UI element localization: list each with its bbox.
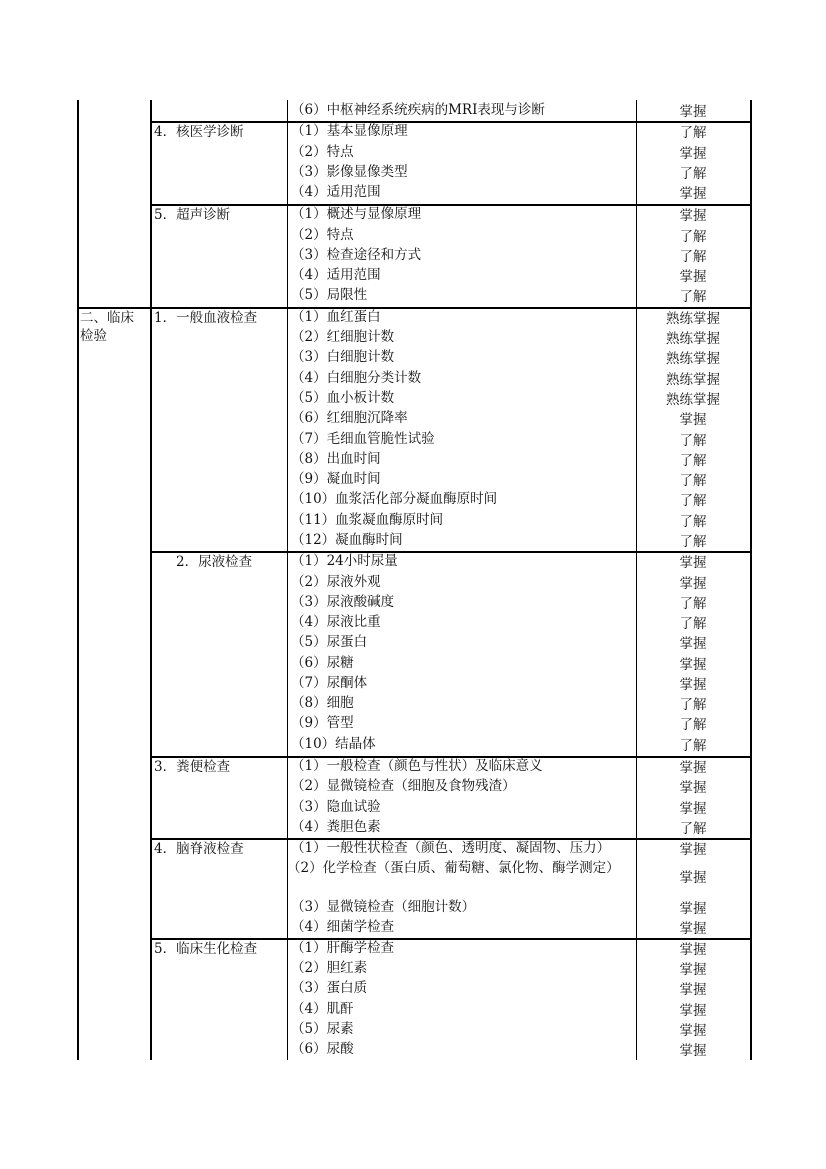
requirement-level: 掌握	[679, 576, 707, 592]
requirement-level: 了解	[679, 493, 707, 509]
requirement-level: 了解	[679, 616, 707, 632]
unit-label: 5．临床生化检查	[154, 941, 258, 957]
item-text: （5）局限性	[291, 287, 368, 303]
requirement-level: 掌握	[679, 942, 707, 958]
requirement-level: 熟练掌握	[666, 372, 720, 388]
requirement-level: 了解	[679, 125, 707, 141]
item-text: （5）尿素	[291, 1021, 354, 1037]
requirement-level: 了解	[679, 229, 707, 245]
item-text: （4）适用范围	[291, 184, 381, 200]
item-text: （5）血小板计数	[291, 390, 395, 406]
item-text: （4）尿液比重	[291, 614, 381, 630]
requirement-level: 了解	[679, 166, 707, 182]
item-text: （6）红细胞沉降率	[291, 410, 408, 426]
requirement-level: 掌握	[679, 269, 707, 285]
requirement-level: 了解	[679, 473, 707, 489]
item-text: （2）红细胞计数	[291, 329, 395, 345]
item-text: （1）一般检查（颜色与性状）及临床意义	[291, 758, 543, 774]
requirement-level: 掌握	[679, 1003, 707, 1019]
requirement-level: 掌握	[679, 186, 707, 202]
item-text: （6）尿酸	[291, 1041, 354, 1057]
requirement-level: 了解	[679, 289, 707, 305]
item-text: （3）检查途径和方式	[291, 247, 422, 263]
item-text: （6）尿糖	[291, 655, 354, 671]
requirement-level: 了解	[679, 821, 707, 837]
item-text: （9）管型	[291, 715, 354, 731]
column-border-left	[77, 100, 79, 1060]
requirement-level: 熟练掌握	[666, 351, 720, 367]
item-text: （11）血浆凝血酶原时间	[291, 512, 444, 528]
requirement-level: 掌握	[679, 901, 707, 917]
requirement-level: 了解	[679, 697, 707, 713]
requirement-level: 了解	[679, 738, 707, 754]
requirement-level: 掌握	[679, 842, 707, 858]
requirement-level: 掌握	[679, 677, 707, 693]
requirement-level: 了解	[679, 453, 707, 469]
item-text: （4）白细胞分类计数	[291, 370, 422, 386]
item-text: （10）结晶体	[291, 736, 376, 752]
requirement-level: 掌握	[679, 780, 707, 796]
item-text: （2）化学检查（蛋白质、葡萄糖、氯化物、酶学测定）	[287, 860, 620, 876]
requirement-level: 了解	[679, 717, 707, 733]
category-label: 二、临床	[80, 310, 134, 326]
unit-label: 1．一般血液检查	[154, 310, 258, 326]
unit-label: 3．粪便检查	[154, 759, 231, 775]
item-text: （8）出血时间	[291, 451, 381, 467]
item-text: （1）概述与显像原理	[291, 206, 422, 222]
requirement-level: 熟练掌握	[666, 392, 720, 408]
item-text: （3）尿液酸碱度	[291, 594, 395, 610]
item-text: （2）胆红素	[291, 960, 368, 976]
item-text: （3）白细胞计数	[291, 349, 395, 365]
unit-label: 5．超声诊断	[154, 207, 231, 223]
requirement-level: 掌握	[679, 636, 707, 652]
requirement-level: 掌握	[679, 982, 707, 998]
item-text: （2）特点	[291, 227, 354, 243]
requirement-level: 了解	[679, 249, 707, 265]
requirement-level: 掌握	[679, 657, 707, 673]
category-label: 检验	[80, 328, 107, 344]
unit-label: 4．核医学诊断	[154, 124, 244, 140]
item-text: （3）隐血试验	[291, 799, 381, 815]
column-border-category	[150, 100, 152, 1060]
requirement-level: 掌握	[679, 555, 707, 571]
item-text: （7）尿酮体	[291, 675, 368, 691]
item-text: （1）血红蛋白	[291, 309, 381, 325]
item-text: （10）血浆活化部分凝血酶原时间	[291, 491, 498, 507]
item-text: （7）毛细血管脆性试验	[291, 431, 435, 447]
requirement-level: 掌握	[679, 1043, 707, 1059]
requirement-level: 了解	[679, 596, 707, 612]
item-text: （1）基本显像原理	[291, 123, 408, 139]
item-text: （2）显微镜检查（细胞及食物残渣）	[291, 778, 516, 794]
item-text: （4）适用范围	[291, 267, 381, 283]
item-text: （5）尿蛋白	[291, 634, 368, 650]
requirement-level: 了解	[679, 433, 707, 449]
item-text: （8）细胞	[291, 695, 354, 711]
unit-separator	[150, 204, 751, 206]
column-border-item	[636, 100, 637, 1060]
unit-label: 2．尿液检查	[176, 554, 253, 570]
requirement-level: 掌握	[679, 1023, 707, 1039]
column-border-unit	[287, 100, 288, 1060]
item-text: （1）一般性状检查（颜色、透明度、凝固物、压力）	[291, 840, 611, 856]
column-border-right	[750, 100, 752, 1060]
requirement-level: 熟练掌握	[666, 331, 720, 347]
item-text: （3）影像显像类型	[291, 164, 408, 180]
item-text: （4）细菌学检查	[291, 919, 395, 935]
requirement-level: 掌握	[679, 208, 707, 224]
requirement-level: 掌握	[679, 962, 707, 978]
item-text: （1）肝酶学检查	[291, 940, 395, 956]
unit-label: 4．脑脊液检查	[154, 841, 244, 857]
item-text: （12）凝血酶时间	[291, 532, 403, 548]
item-text: （9）凝血时间	[291, 471, 381, 487]
item-text: （3）蛋白质	[291, 980, 368, 996]
item-text: （1）24小时尿量	[291, 553, 398, 569]
requirement-level: 掌握	[679, 104, 707, 120]
requirement-level: 掌握	[679, 870, 707, 886]
requirement-level: 了解	[679, 514, 707, 530]
requirement-level: 掌握	[679, 801, 707, 817]
item-text: （2）特点	[291, 144, 354, 160]
requirement-level: 掌握	[679, 760, 707, 776]
requirement-level: 熟练掌握	[666, 311, 720, 327]
requirement-level: 掌握	[679, 412, 707, 428]
requirement-level: 了解	[679, 534, 707, 550]
item-text: （6）中枢神经系统疾病的MRI表现与诊断	[291, 102, 545, 118]
item-text: （3）显微镜检查（细胞计数）	[291, 899, 476, 915]
item-text: （2）尿液外观	[291, 574, 381, 590]
requirement-level: 掌握	[679, 146, 707, 162]
requirement-level: 掌握	[679, 921, 707, 937]
item-text: （4）粪胆色素	[291, 819, 381, 835]
item-text: （4）肌酐	[291, 1001, 354, 1017]
